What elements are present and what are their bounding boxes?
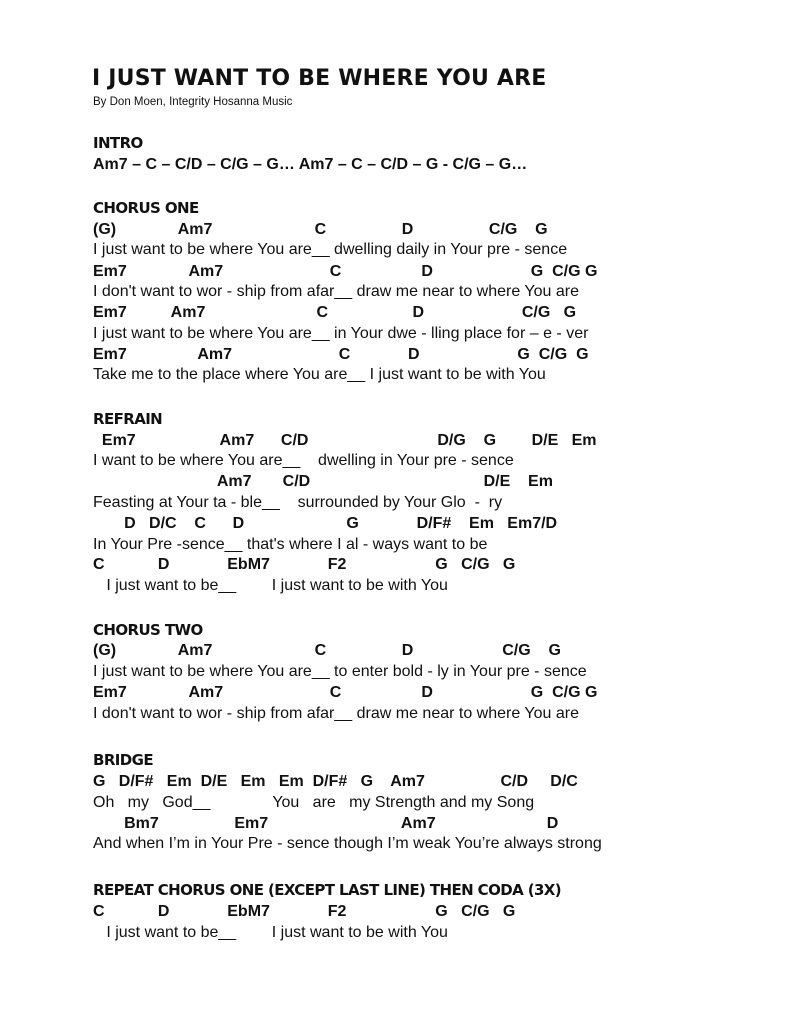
section-heading-chorus-two: CHORUS TWO (93, 621, 203, 639)
section-heading-coda: REPEAT CHORUS ONE (EXCEPT LAST LINE) THEN CODA (3X) (93, 881, 562, 899)
bridge-lyric-line: Oh my God__ You are my Strength and my Song (93, 794, 535, 811)
refrain-chord-line: Em7 Am7 C/D D/G G D/E Em (93, 432, 597, 449)
coda-lyric-line: I just want to be__ I just want to be with You (93, 924, 448, 941)
refrain-lyric-line: I just want to be__ I just want to be with You (93, 577, 448, 594)
section-heading-refrain: REFRAIN (93, 410, 163, 428)
chorus-one-lyric-line: Take me to the place where You are__ I just want to be with You (93, 366, 546, 383)
chorus-one-chord-line: Em7 Am7 C D G C/G G (93, 263, 598, 280)
chorus-one-chord-line: (G) Am7 C D C/G G (93, 221, 548, 238)
section-heading-bridge: BRIDGE (93, 751, 153, 769)
coda-chord-line: C D EbM7 F2 G C/G G (93, 903, 516, 920)
song-title: I JUST WANT TO BE WHERE YOU ARE (92, 66, 547, 91)
song-byline: By Don Moen, Integrity Hosanna Music (93, 96, 293, 108)
section-heading-intro: INTRO (93, 134, 143, 152)
refrain-chord-line: C D EbM7 F2 G C/G G (93, 556, 516, 573)
section-heading-chorus-one: CHORUS ONE (93, 199, 199, 217)
chorus-two-lyric-line: I just want to be where You are__ to enter bold - ly in Your pre - sence (93, 663, 587, 680)
bridge-lyric-line: And when I’m in Your Pre - sence though I’m weak You’re always strong (93, 835, 602, 852)
chorus-one-chord-line: Em7 Am7 C D C/G G (93, 304, 577, 321)
refrain-lyric-line: Feasting at Your ta - ble__ surrounded by Your Glo - ry (93, 494, 503, 511)
refrain-lyric-line: In Your Pre -sence__ that's where I al - ways want to be (93, 536, 488, 553)
chorus-one-lyric-line: I don't want to wor - ship from afar__ draw me near to where You are (93, 283, 579, 300)
chorus-two-chord-line: (G) Am7 C D C/G G (93, 642, 561, 659)
bridge-chord-line: Bm7 Em7 Am7 D (93, 815, 559, 832)
intro-chord-line: Am7 – C – C/D – C/G – G… Am7 – C – C/D – G - C/G – G… (93, 156, 528, 173)
chorus-two-lyric-line: I don't want to wor - ship from afar__ draw me near to where You are (93, 705, 579, 722)
refrain-chord-line: D D/C C D G D/F# Em Em7/D (93, 515, 558, 532)
chorus-two-chord-line: Em7 Am7 C D G C/G G (93, 684, 598, 701)
refrain-chord-line: Am7 C/D D/E Em (93, 473, 553, 490)
chorus-one-chord-line: Em7 Am7 C D G C/G G (93, 346, 589, 363)
chorus-one-lyric-line: I just want to be where You are__ in Your dwe - lling place for – e - ver (93, 325, 589, 342)
bridge-chord-line: G D/F# Em D/E Em Em D/F# G Am7 C/D D/C (93, 773, 578, 790)
refrain-lyric-line: I want to be where You are__ dwelling in Your pre - sence (93, 452, 514, 469)
chorus-one-lyric-line: I just want to be where You are__ dwelling daily in Your pre - sence (93, 241, 568, 258)
